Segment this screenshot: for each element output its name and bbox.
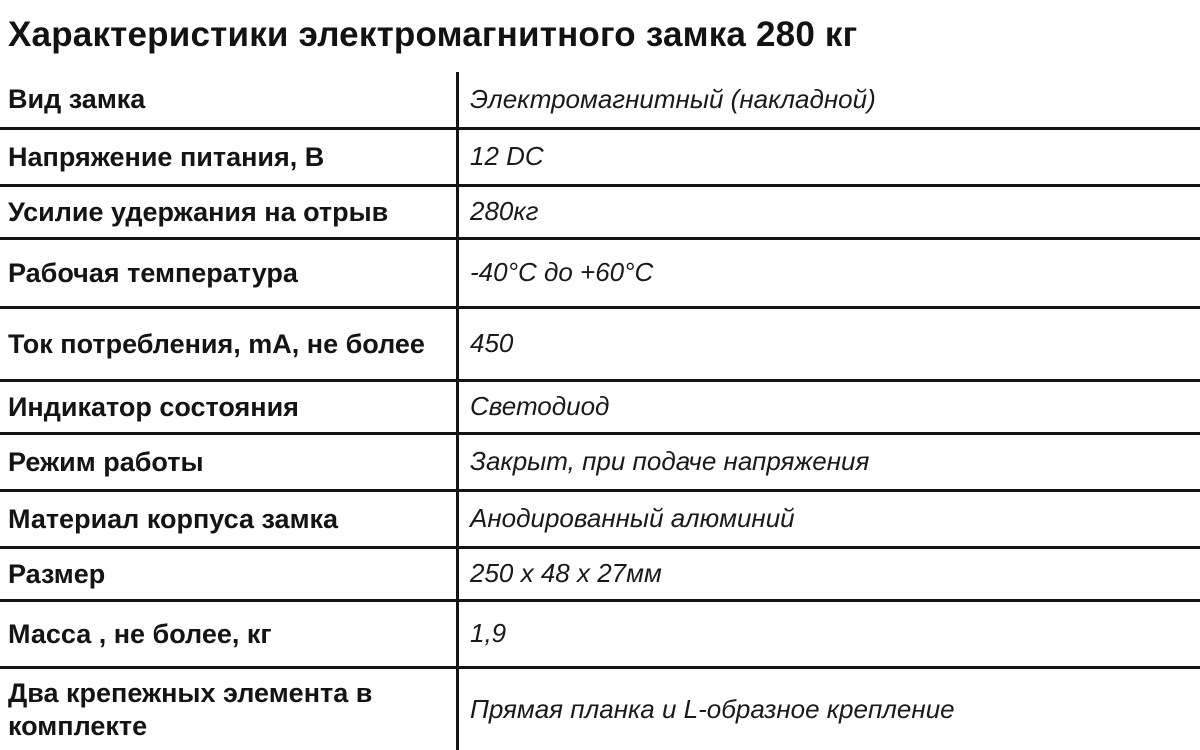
spec-value: 450 bbox=[456, 309, 1200, 379]
spec-label: Два крепежных элемента в комплекте bbox=[8, 678, 373, 741]
spec-label: Усилие удержания на отрыв bbox=[8, 196, 389, 227]
table-row bbox=[0, 489, 1200, 546]
spec-label: Размер bbox=[8, 558, 106, 589]
table-row bbox=[0, 72, 1200, 127]
table-row bbox=[0, 184, 1200, 237]
spec-label: Индикатор состояния bbox=[8, 391, 299, 422]
spec-value: Светодиод bbox=[456, 382, 1200, 432]
table-row bbox=[0, 546, 1200, 599]
spec-label: Вид замка bbox=[8, 84, 146, 115]
table-row bbox=[0, 599, 1200, 666]
table-row bbox=[0, 666, 1200, 750]
table-row bbox=[0, 237, 1200, 306]
spec-label: Масса , не более, кг bbox=[8, 618, 272, 649]
spec-value: 12 DC bbox=[456, 130, 1200, 184]
table-row bbox=[0, 306, 1200, 379]
spec-label: Материал корпуса замка bbox=[8, 503, 339, 534]
spec-label: Напряжение питания, В bbox=[8, 141, 325, 172]
table-row bbox=[0, 127, 1200, 184]
spec-value: Анодированный алюминий bbox=[456, 492, 1200, 546]
spec-value: Закрыт, при подаче напряжения bbox=[456, 435, 1200, 489]
spec-value: 250 x 48 x 27мм bbox=[456, 549, 1200, 599]
spec-value: 280кг bbox=[456, 187, 1200, 237]
table-row bbox=[0, 379, 1200, 432]
spec-label: Режим работы bbox=[8, 446, 204, 477]
spec-table bbox=[0, 72, 1200, 750]
spec-value: Прямая планка и L-образное крепление bbox=[456, 669, 1200, 750]
spec-value: Электромагнитный (накладной) bbox=[456, 72, 1200, 127]
page-title: Характеристики электромагнитного замка 280 кг bbox=[8, 15, 858, 54]
table-row bbox=[0, 432, 1200, 489]
spec-label: Рабочая температура bbox=[8, 257, 298, 288]
spec-value: -40°C до +60°C bbox=[456, 240, 1200, 306]
spec-label: Ток потребления, mA, не более bbox=[8, 328, 425, 359]
spec-value: 1,9 bbox=[456, 602, 1200, 666]
